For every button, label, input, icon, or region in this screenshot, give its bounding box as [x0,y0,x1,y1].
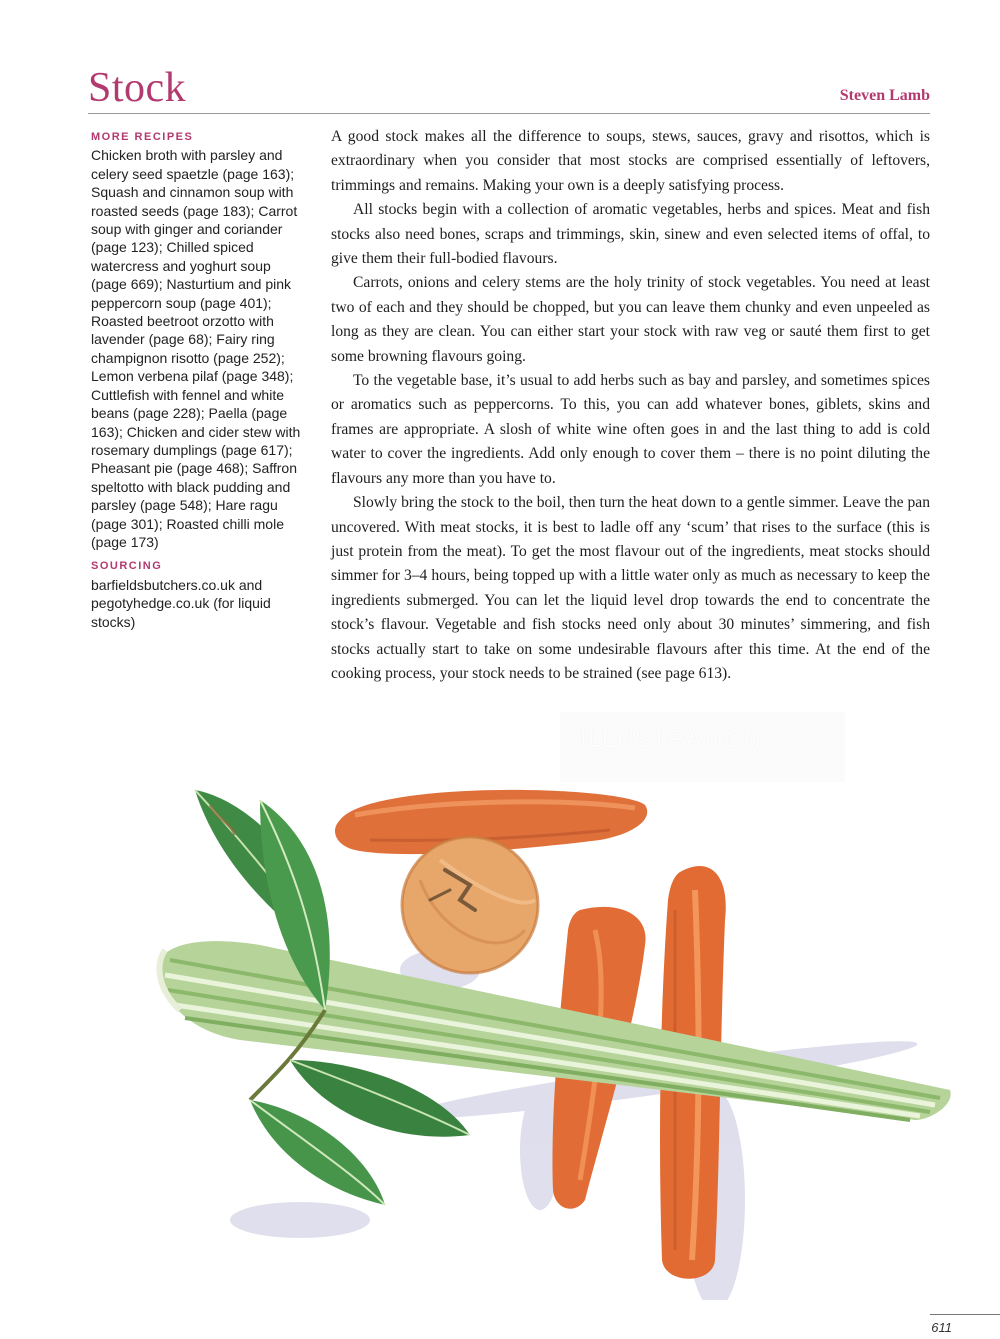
more-recipes-text: Chicken broth with parsley and celery seed spaetzle (page 163); Squash and cinnamon soup with roasted seeds (page 183); Carrot soup with ginger and coriander (page 123); Chilled spiced watercress and yoghurt soup (page 669); Nasturtium and pink peppercorn soup (page 401); Roasted beetroot orzotto with lavender (page 68); Fairy ring champignon risotto (page 252); Lemon verbena pilaf (page 348); Cuttlefish with fennel and white beans (page 228); Paella (page 163); Chicken and cider stew with rosemary dumplings (page 617); Pheasant pie (page 468); Saffron speltotto with black pudding and parsley (page 548); Hare ragu (page 301); Roasted chilli mole (page 173) [91,147,301,550]
sourcing-text: barfieldsbutchers.co.uk and pegotyhedge.co.uk (for liquid stocks) [91,576,271,630]
main-article [331,125,930,686]
paragraph-5: Slowly bring the stock to the boil, then turn the heat down to a gentle simmer. Leave the pan uncovered. With meat stocks, it is best to ladle off any ‘scum’ that rises to the surface (this is just protein from the meat). To get the most flavour out of the ingredients, meat stocks should simmer for 3–4 hours, being topped up with a little water only as much as necessary to keep the ingredients submerged. You can let the liquid level drop towards the end to concentrate the stock’s flavour. Vegetable and fish stocks need only about 30 minutes’ simmering, and fish stocks actually start to take on some undesirable flavours after this time. At the end of the cooking process, your stock needs to be strained (see page 613). [331,494,930,682]
footer-rule [930,1314,1000,1315]
paragraph-4: To the vegetable base, it’s usual to add herbs such as bay and parsley, and sometimes spices or aromatics such as peppercorns. To this, you can add whatever bones, giblets, skins and frames are appropriate. A slosh of white wine often goes in and the last thing to add is cold water to cover the ingredients. Add only enough to cover them – there is no point diluting the flavours any more than you have to. [331,372,930,487]
page-title: Stock [88,65,187,111]
vegetable-illustration [140,760,960,1300]
watermark-text: ILLUSTRATION [580,726,763,753]
sourcing-label: SOURCING [91,560,163,573]
paragraph-3: Carrots, onions and celery stems are the holy trinity of stock vegetables. You need at least two of each and they should be chopped, but you can leave them chunky and even unpeeled as long as they are clean. You can either start your stock with raw veg or sauté them first to get some browning flavours going. [331,274,930,365]
header-rule [88,113,930,114]
paragraph-1: A good stock makes all the difference to soups, stews, sauces, gravy and risottos, which is extraordinary when you consider that most stocks are comprised essentially of leftovers, trimmings and remains. Making your own is a deeply satisfying process. [331,128,930,194]
page-number: 611 [931,1320,952,1335]
paragraph-2: All stocks begin with a collection of aromatic vegetables, herbs and spices. Meat and fish stocks also need bones, scraps and trimmings, skin, sinew and even selected items of offal, to give them their full-bodied flavours. [331,201,930,268]
onion [402,837,538,973]
sidebar [91,128,306,631]
author-name: Steven Lamb [839,87,930,104]
more-recipes-label: MORE RECIPES [91,131,194,143]
